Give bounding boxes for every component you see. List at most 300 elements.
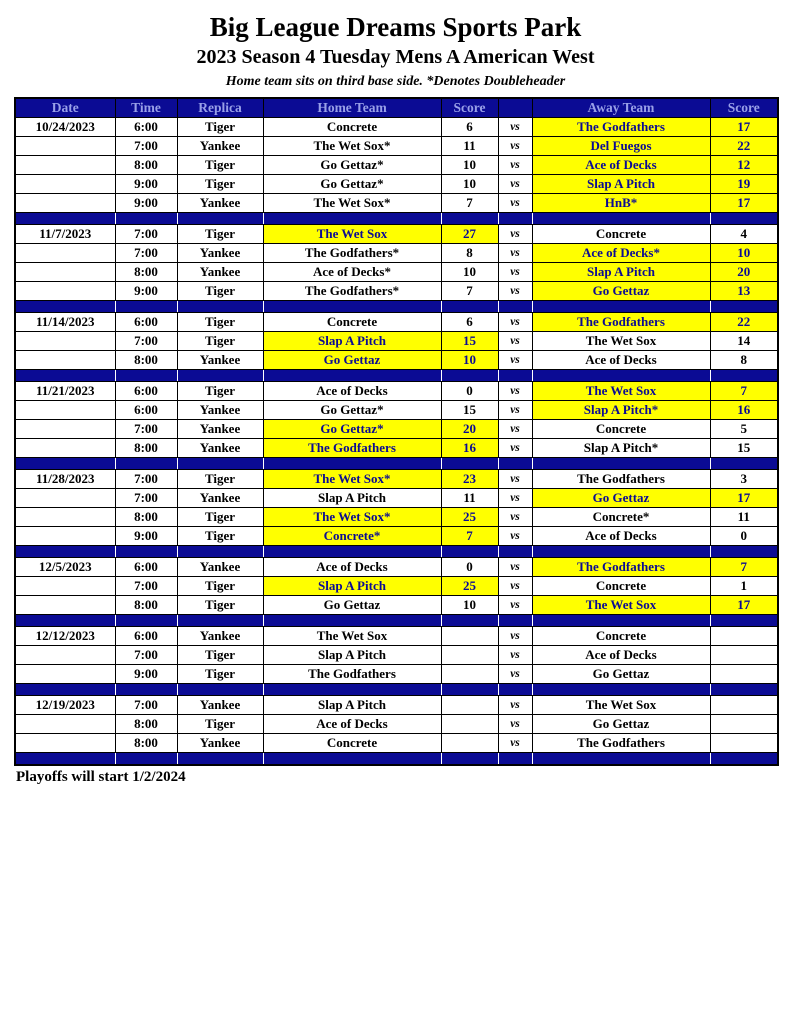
home-score-cell: 16	[441, 439, 498, 458]
home-team-cell: The Godfathers	[263, 665, 441, 684]
time-cell: 7:00	[115, 244, 177, 263]
date-cell	[15, 175, 115, 194]
separator-cell	[710, 213, 778, 225]
away-score-cell	[710, 627, 778, 646]
game-row	[15, 527, 778, 546]
home-score-cell: 20	[441, 420, 498, 439]
home-team-cell: Slap A Pitch	[263, 332, 441, 351]
vs-cell: vs	[498, 665, 532, 684]
vs-cell: vs	[498, 401, 532, 420]
date-cell	[15, 646, 115, 665]
separator-row	[15, 684, 778, 696]
date-cell	[15, 577, 115, 596]
time-cell: 8:00	[115, 263, 177, 282]
time-cell: 9:00	[115, 175, 177, 194]
separator-cell	[710, 370, 778, 382]
replica-cell: Tiger	[177, 118, 263, 137]
away-team-cell: The Godfathers	[532, 118, 710, 137]
home-team-cell: Concrete	[263, 118, 441, 137]
separator-cell	[532, 458, 710, 470]
game-row	[15, 282, 778, 301]
home-score-cell: 27	[441, 225, 498, 244]
date-cell	[15, 734, 115, 753]
header-replica: Replica	[177, 98, 263, 118]
separator-cell	[710, 684, 778, 696]
replica-cell: Tiger	[177, 313, 263, 332]
vs-cell: vs	[498, 194, 532, 213]
home-team-cell: The Wet Sox	[263, 627, 441, 646]
replica-cell: Yankee	[177, 489, 263, 508]
home-team-cell: Go Gettaz*	[263, 156, 441, 175]
time-cell: 9:00	[115, 282, 177, 301]
away-team-cell: Concrete	[532, 577, 710, 596]
playoffs-note: Playoffs will start 1/2/2024	[16, 769, 186, 786]
away-score-cell	[710, 696, 778, 715]
separator-row	[15, 370, 778, 382]
replica-cell: Tiger	[177, 470, 263, 489]
home-score-cell: 7	[441, 282, 498, 301]
vs-cell: vs	[498, 137, 532, 156]
separator-cell	[441, 684, 498, 696]
page-subtitle: 2023 Season 4 Tuesday Mens A American West	[196, 46, 595, 69]
game-row	[15, 665, 778, 684]
date-cell: 11/14/2023	[15, 313, 115, 332]
away-team-cell: Ace of Decks	[532, 646, 710, 665]
game-row	[15, 156, 778, 175]
date-cell	[15, 351, 115, 370]
home-team-cell: The Godfathers*	[263, 244, 441, 263]
vs-cell: vs	[498, 118, 532, 137]
home-team-cell: Go Gettaz*	[263, 175, 441, 194]
game-row	[15, 420, 778, 439]
time-cell: 9:00	[115, 194, 177, 213]
time-cell: 7:00	[115, 489, 177, 508]
vs-cell: vs	[498, 527, 532, 546]
home-score-cell: 15	[441, 401, 498, 420]
separator-cell	[15, 301, 115, 313]
date-cell	[15, 420, 115, 439]
away-score-cell	[710, 646, 778, 665]
separator-row	[15, 458, 778, 470]
away-team-cell: Concrete	[532, 420, 710, 439]
home-score-cell	[441, 627, 498, 646]
header-away-score: Score	[710, 98, 778, 118]
away-team-cell: The Wet Sox	[532, 382, 710, 401]
replica-cell: Yankee	[177, 401, 263, 420]
time-cell: 6:00	[115, 627, 177, 646]
vs-cell: vs	[498, 175, 532, 194]
home-team-cell: The Wet Sox*	[263, 508, 441, 527]
away-score-cell: 22	[710, 313, 778, 332]
separator-row	[15, 213, 778, 225]
replica-cell: Tiger	[177, 175, 263, 194]
home-team-cell: Concrete*	[263, 527, 441, 546]
away-score-cell: 17	[710, 596, 778, 615]
away-score-cell: 15	[710, 439, 778, 458]
away-score-cell: 17	[710, 489, 778, 508]
home-score-cell: 0	[441, 382, 498, 401]
replica-cell: Tiger	[177, 646, 263, 665]
game-row	[15, 627, 778, 646]
home-score-cell: 10	[441, 175, 498, 194]
away-team-cell: The Wet Sox	[532, 696, 710, 715]
away-score-cell	[710, 734, 778, 753]
separator-cell	[532, 753, 710, 766]
vs-cell: vs	[498, 734, 532, 753]
vs-cell: vs	[498, 489, 532, 508]
replica-cell: Tiger	[177, 282, 263, 301]
vs-cell: vs	[498, 263, 532, 282]
game-row	[15, 194, 778, 213]
home-score-cell: 7	[441, 194, 498, 213]
home-score-cell: 0	[441, 558, 498, 577]
separator-cell	[498, 684, 532, 696]
date-cell: 10/24/2023	[15, 118, 115, 137]
separator-cell	[710, 458, 778, 470]
time-cell: 8:00	[115, 156, 177, 175]
game-row	[15, 263, 778, 282]
separator-row	[15, 546, 778, 558]
game-row	[15, 489, 778, 508]
away-team-cell: Go Gettaz	[532, 489, 710, 508]
game-row	[15, 646, 778, 665]
separator-cell	[532, 615, 710, 627]
vs-cell: vs	[498, 696, 532, 715]
time-cell: 8:00	[115, 734, 177, 753]
separator-cell	[498, 458, 532, 470]
replica-cell: Yankee	[177, 263, 263, 282]
game-row	[15, 332, 778, 351]
away-score-cell: 16	[710, 401, 778, 420]
replica-cell: Yankee	[177, 627, 263, 646]
replica-cell: Yankee	[177, 558, 263, 577]
header-vs	[498, 98, 532, 118]
away-score-cell: 19	[710, 175, 778, 194]
time-cell: 7:00	[115, 470, 177, 489]
home-score-cell: 25	[441, 577, 498, 596]
game-row	[15, 577, 778, 596]
home-score-cell: 15	[441, 332, 498, 351]
game-row	[15, 439, 778, 458]
away-team-cell: Concrete	[532, 225, 710, 244]
game-row	[15, 313, 778, 332]
vs-cell: vs	[498, 508, 532, 527]
home-team-cell: Ace of Decks	[263, 382, 441, 401]
away-team-cell: Go Gettaz	[532, 282, 710, 301]
replica-cell: Tiger	[177, 715, 263, 734]
away-team-cell: Slap A Pitch	[532, 263, 710, 282]
time-cell: 7:00	[115, 646, 177, 665]
header-home-team: Home Team	[263, 98, 441, 118]
separator-cell	[115, 370, 177, 382]
separator-cell	[263, 370, 441, 382]
separator-cell	[115, 615, 177, 627]
replica-cell: Yankee	[177, 734, 263, 753]
game-row	[15, 401, 778, 420]
replica-cell: Yankee	[177, 351, 263, 370]
home-score-cell: 10	[441, 156, 498, 175]
time-cell: 8:00	[115, 351, 177, 370]
date-cell	[15, 527, 115, 546]
time-cell: 7:00	[115, 332, 177, 351]
home-score-cell	[441, 696, 498, 715]
home-team-cell: Ace of Decks*	[263, 263, 441, 282]
away-score-cell	[710, 715, 778, 734]
home-score-cell: 7	[441, 527, 498, 546]
schedule-table	[14, 97, 779, 766]
away-score-cell: 4	[710, 225, 778, 244]
away-score-cell: 10	[710, 244, 778, 263]
date-cell	[15, 282, 115, 301]
home-team-cell: Ace of Decks	[263, 715, 441, 734]
away-score-cell: 12	[710, 156, 778, 175]
separator-cell	[177, 684, 263, 696]
replica-cell: Tiger	[177, 332, 263, 351]
game-row	[15, 734, 778, 753]
away-team-cell: Del Fuegos	[532, 137, 710, 156]
separator-cell	[115, 546, 177, 558]
away-score-cell: 14	[710, 332, 778, 351]
away-team-cell: The Godfathers	[532, 470, 710, 489]
game-row	[15, 175, 778, 194]
home-score-cell	[441, 646, 498, 665]
home-team-cell: Go Gettaz*	[263, 401, 441, 420]
away-team-cell: Ace of Decks*	[532, 244, 710, 263]
game-row	[15, 225, 778, 244]
time-cell: 8:00	[115, 439, 177, 458]
date-cell	[15, 401, 115, 420]
game-row	[15, 351, 778, 370]
separator-cell	[441, 301, 498, 313]
time-cell: 8:00	[115, 508, 177, 527]
separator-cell	[15, 458, 115, 470]
away-team-cell: The Godfathers	[532, 734, 710, 753]
separator-cell	[441, 213, 498, 225]
time-cell: 9:00	[115, 665, 177, 684]
away-team-cell: Go Gettaz	[532, 715, 710, 734]
away-score-cell: 7	[710, 558, 778, 577]
replica-cell: Tiger	[177, 596, 263, 615]
replica-cell: Tiger	[177, 225, 263, 244]
separator-cell	[177, 753, 263, 766]
away-team-cell: HnB*	[532, 194, 710, 213]
home-score-cell	[441, 665, 498, 684]
separator-cell	[710, 546, 778, 558]
date-cell	[15, 439, 115, 458]
away-team-cell: The Wet Sox	[532, 596, 710, 615]
game-row	[15, 596, 778, 615]
separator-cell	[263, 301, 441, 313]
separator-cell	[710, 753, 778, 766]
schedule-page	[0, 12, 791, 786]
date-cell: 12/12/2023	[15, 627, 115, 646]
home-team-cell: Ace of Decks	[263, 558, 441, 577]
home-team-note: Home team sits on third base side. *Denotes Doubleheader	[225, 74, 566, 90]
date-cell	[15, 508, 115, 527]
home-team-cell: Slap A Pitch	[263, 577, 441, 596]
away-team-cell: The Godfathers	[532, 313, 710, 332]
separator-cell	[15, 753, 115, 766]
separator-cell	[15, 615, 115, 627]
game-row	[15, 508, 778, 527]
home-score-cell: 11	[441, 489, 498, 508]
time-cell: 6:00	[115, 558, 177, 577]
away-score-cell: 22	[710, 137, 778, 156]
away-score-cell: 3	[710, 470, 778, 489]
date-cell	[15, 489, 115, 508]
separator-cell	[177, 546, 263, 558]
separator-cell	[177, 301, 263, 313]
away-team-cell: Ace of Decks	[532, 156, 710, 175]
home-team-cell: Concrete	[263, 313, 441, 332]
separator-row	[15, 615, 778, 627]
away-score-cell	[710, 665, 778, 684]
time-cell: 8:00	[115, 596, 177, 615]
header-date: Date	[15, 98, 115, 118]
date-cell	[15, 715, 115, 734]
home-score-cell: 6	[441, 118, 498, 137]
game-row	[15, 137, 778, 156]
home-team-cell: Go Gettaz	[263, 351, 441, 370]
game-row	[15, 470, 778, 489]
vs-cell: vs	[498, 470, 532, 489]
separator-cell	[115, 213, 177, 225]
date-cell	[15, 194, 115, 213]
separator-cell	[441, 753, 498, 766]
time-cell: 7:00	[115, 420, 177, 439]
vs-cell: vs	[498, 577, 532, 596]
vs-cell: vs	[498, 646, 532, 665]
separator-cell	[115, 458, 177, 470]
home-score-cell	[441, 715, 498, 734]
home-score-cell: 25	[441, 508, 498, 527]
away-score-cell: 7	[710, 382, 778, 401]
separator-cell	[441, 615, 498, 627]
vs-cell: vs	[498, 715, 532, 734]
date-cell	[15, 244, 115, 263]
home-team-cell: Slap A Pitch	[263, 489, 441, 508]
header-row	[15, 98, 778, 118]
separator-cell	[177, 458, 263, 470]
separator-cell	[177, 213, 263, 225]
away-score-cell: 11	[710, 508, 778, 527]
vs-cell: vs	[498, 351, 532, 370]
vs-cell: vs	[498, 382, 532, 401]
time-cell: 7:00	[115, 225, 177, 244]
home-team-cell: The Wet Sox	[263, 225, 441, 244]
date-cell: 11/7/2023	[15, 225, 115, 244]
vs-cell: vs	[498, 439, 532, 458]
separator-cell	[263, 458, 441, 470]
home-team-cell: The Godfathers	[263, 439, 441, 458]
separator-cell	[532, 213, 710, 225]
separator-cell	[115, 753, 177, 766]
separator-cell	[263, 684, 441, 696]
time-cell: 7:00	[115, 137, 177, 156]
time-cell: 6:00	[115, 382, 177, 401]
header-time: Time	[115, 98, 177, 118]
replica-cell: Yankee	[177, 137, 263, 156]
separator-cell	[532, 301, 710, 313]
separator-cell	[115, 301, 177, 313]
away-team-cell: Concrete*	[532, 508, 710, 527]
replica-cell: Yankee	[177, 244, 263, 263]
separator-cell	[441, 458, 498, 470]
replica-cell: Tiger	[177, 508, 263, 527]
separator-cell	[441, 370, 498, 382]
vs-cell: vs	[498, 313, 532, 332]
vs-cell: vs	[498, 558, 532, 577]
replica-cell: Yankee	[177, 420, 263, 439]
vs-cell: vs	[498, 420, 532, 439]
header-away-team: Away Team	[532, 98, 710, 118]
separator-cell	[532, 684, 710, 696]
time-cell: 8:00	[115, 715, 177, 734]
game-row	[15, 696, 778, 715]
game-row	[15, 244, 778, 263]
vs-cell: vs	[498, 332, 532, 351]
separator-cell	[177, 615, 263, 627]
home-team-cell: The Wet Sox*	[263, 194, 441, 213]
separator-cell	[263, 546, 441, 558]
replica-cell: Tiger	[177, 665, 263, 684]
game-row	[15, 558, 778, 577]
separator-cell	[15, 213, 115, 225]
away-score-cell: 20	[710, 263, 778, 282]
home-score-cell: 11	[441, 137, 498, 156]
away-team-cell: Slap A Pitch*	[532, 439, 710, 458]
date-cell: 11/28/2023	[15, 470, 115, 489]
away-team-cell: Slap A Pitch*	[532, 401, 710, 420]
time-cell: 7:00	[115, 696, 177, 715]
time-cell: 9:00	[115, 527, 177, 546]
separator-cell	[498, 370, 532, 382]
away-team-cell: The Wet Sox	[532, 332, 710, 351]
time-cell: 6:00	[115, 313, 177, 332]
away-score-cell: 17	[710, 194, 778, 213]
date-cell: 12/19/2023	[15, 696, 115, 715]
replica-cell: Tiger	[177, 156, 263, 175]
date-cell	[15, 156, 115, 175]
away-team-cell: Concrete	[532, 627, 710, 646]
away-team-cell: Go Gettaz	[532, 665, 710, 684]
home-team-cell: The Wet Sox*	[263, 470, 441, 489]
separator-cell	[263, 615, 441, 627]
separator-cell	[263, 213, 441, 225]
replica-cell: Yankee	[177, 439, 263, 458]
time-cell: 6:00	[115, 401, 177, 420]
separator-cell	[532, 546, 710, 558]
away-score-cell: 0	[710, 527, 778, 546]
replica-cell: Yankee	[177, 194, 263, 213]
separator-cell	[498, 546, 532, 558]
separator-cell	[263, 753, 441, 766]
date-cell	[15, 137, 115, 156]
separator-cell	[498, 301, 532, 313]
home-score-cell: 10	[441, 596, 498, 615]
home-score-cell: 8	[441, 244, 498, 263]
away-team-cell: Ace of Decks	[532, 527, 710, 546]
date-cell: 11/21/2023	[15, 382, 115, 401]
away-score-cell: 8	[710, 351, 778, 370]
home-score-cell	[441, 734, 498, 753]
vs-cell: vs	[498, 225, 532, 244]
separator-cell	[441, 546, 498, 558]
home-team-cell: Concrete	[263, 734, 441, 753]
time-cell: 6:00	[115, 118, 177, 137]
header-home-score: Score	[441, 98, 498, 118]
home-score-cell: 6	[441, 313, 498, 332]
